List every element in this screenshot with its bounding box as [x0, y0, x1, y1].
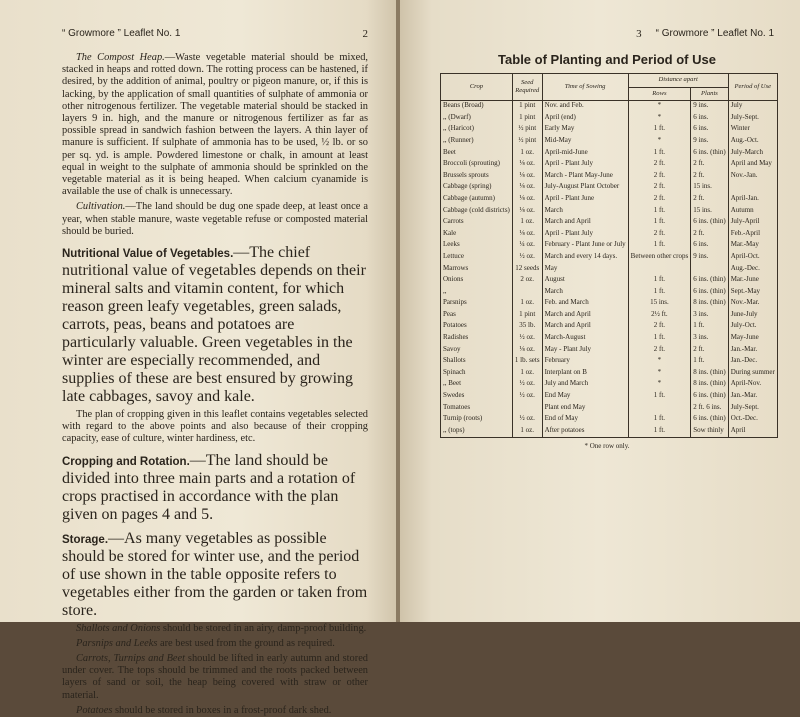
cell-time: May	[542, 264, 628, 276]
cell-plants: 3 ins.	[691, 333, 728, 345]
cell-period: April	[728, 426, 777, 438]
cell-time: March and April	[542, 321, 628, 333]
cell-time: April-mid-June	[542, 148, 628, 160]
shallots-text: should be stored in an airy, damp-proof building.	[160, 622, 367, 634]
table-row	[441, 391, 778, 403]
cell-rows: 2 ft.	[628, 345, 691, 357]
cell-period: July-March	[728, 148, 777, 160]
potatoes-heading: Potatoes	[76, 704, 113, 716]
cell-rows: *	[628, 368, 691, 380]
cell-seed: 1 oz.	[512, 368, 542, 380]
cell-crop: Marrows	[441, 264, 513, 276]
cell-time: Mid-May	[542, 136, 628, 148]
cell-plants: 2 ft.	[691, 171, 728, 183]
cell-period: Jan.-Mar.	[728, 345, 777, 357]
leaflet-title: “ Growmore ” Leaflet No. 1	[62, 28, 181, 39]
cell-crop: ,, (Dwarf)	[441, 113, 513, 125]
cell-rows: 15 ins.	[628, 298, 691, 310]
cell-seed: 1 pint	[512, 113, 542, 125]
cell-plants: 15 ins.	[691, 206, 728, 218]
table-row	[441, 240, 778, 252]
cell-rows: 1 ft.	[628, 414, 691, 426]
table-row	[441, 101, 778, 113]
cell-seed: ⅛ oz.	[512, 229, 542, 241]
cell-crop: ,,	[441, 287, 513, 299]
carrots-heading: Carrots, Turnips and Beet	[76, 653, 186, 665]
cell-time: Nov. and Feb.	[542, 101, 628, 113]
cell-period: Nov.-Mar.	[728, 298, 777, 310]
shallots-heading: Shallots and Onions	[76, 622, 161, 634]
cell-plants: Sow thinly	[691, 426, 728, 438]
cell-rows: 1 ft.	[628, 391, 691, 403]
cell-time: April - Plant July	[542, 229, 628, 241]
cell-crop: ,, Beet	[441, 379, 513, 391]
cell-plants: 2 ft.	[691, 194, 728, 206]
cell-time: March and every 14 days.	[542, 252, 628, 264]
cell-rows: 1 ft.	[628, 426, 691, 438]
cell-seed: 1 oz.	[512, 148, 542, 160]
cell-period	[728, 182, 777, 194]
cell-plants: 1 ft.	[691, 321, 728, 333]
cell-plants: 8 ins. (thin)	[691, 298, 728, 310]
cell-crop: Brussels sprouts	[441, 171, 513, 183]
cell-rows: Between other crops	[628, 252, 691, 264]
header-distance: Distance apart	[628, 74, 728, 88]
header-time: Time of Sowing	[542, 74, 628, 101]
cell-seed: ½ oz.	[512, 414, 542, 426]
cell-time: February - Plant June or July	[542, 240, 628, 252]
table-row	[441, 368, 778, 380]
cell-period: May-June	[728, 333, 777, 345]
cell-seed	[512, 287, 542, 299]
cell-period: Nov.-Jan.	[728, 171, 777, 183]
cell-time: March	[542, 287, 628, 299]
cell-plants: 2 ft.	[691, 159, 728, 171]
storage-text: —As many vegetables as possible should be stored for winter use, and the period of use shown in the table opposite refers to vegetables either from the garden or taken from store.	[62, 529, 368, 619]
table-row	[441, 206, 778, 218]
header-seed: Seed Required	[512, 74, 542, 101]
table-row	[441, 403, 778, 415]
cell-plants: 2 ft.	[691, 229, 728, 241]
cell-seed: 1 oz.	[512, 298, 542, 310]
cell-period: Aug.-Dec.	[728, 264, 777, 276]
cell-crop: Cabbage (spring)	[441, 182, 513, 194]
cultivation-heading: Cultivation.	[76, 201, 126, 213]
compost-heading: The Compost Heap.	[76, 52, 165, 63]
cell-time: July and March	[542, 379, 628, 391]
cell-plants: 9 ins.	[691, 136, 728, 148]
table-row	[441, 310, 778, 322]
table-row	[441, 264, 778, 276]
table-row	[441, 194, 778, 206]
cell-plants: 6 ins. (thin)	[691, 414, 728, 426]
cell-seed: 1 pint	[512, 101, 542, 113]
cropping-text: —The land should be divided into three main parts and a rotation of crops practised in accordance with the plan given on pages 4 and 5.	[62, 451, 356, 523]
header-plants: Plants	[691, 87, 728, 101]
cell-seed: 1 oz.	[512, 217, 542, 229]
cell-period: April-Oct.	[728, 252, 777, 264]
cell-crop: ,, (Runner)	[441, 136, 513, 148]
cell-crop: Onions	[441, 275, 513, 287]
cell-crop: Beans (Broad)	[441, 101, 513, 113]
cell-period: July-Oct.	[728, 321, 777, 333]
cell-plants: 6 ins. (thin)	[691, 148, 728, 160]
cropping-heading: Cropping and Rotation.	[62, 455, 190, 468]
cell-rows: *	[628, 379, 691, 391]
cell-plants: 6 ins.	[691, 124, 728, 136]
cell-rows: 2 ft.	[628, 159, 691, 171]
cell-rows: *	[628, 136, 691, 148]
cell-plants: 9 ins.	[691, 252, 728, 264]
table-row	[441, 426, 778, 438]
cell-period: April and May	[728, 159, 777, 171]
planting-table	[440, 73, 778, 438]
cell-crop: Broccoli (sprouting)	[441, 159, 513, 171]
cell-crop: Kale	[441, 229, 513, 241]
cell-rows: 1 ft.	[628, 148, 691, 160]
cell-plants: 8 ins. (thin)	[691, 368, 728, 380]
cell-period: Jan.-Mar.	[728, 391, 777, 403]
cell-time: March - Plant May-June	[542, 171, 628, 183]
cell-plants: 6 ins. (thin)	[691, 275, 728, 287]
cell-period: Sept.-May	[728, 287, 777, 299]
parsnips-heading: Parsnips and Leeks	[76, 637, 158, 649]
table-row	[441, 182, 778, 194]
table-row	[441, 229, 778, 241]
cell-time: March and April	[542, 217, 628, 229]
cell-seed: ½ oz.	[512, 252, 542, 264]
cell-time: Interplant on B	[542, 368, 628, 380]
footnote: * One row only.	[584, 442, 630, 451]
cell-rows: 2 ft.	[628, 321, 691, 333]
cell-rows: 1 ft.	[628, 287, 691, 299]
cell-plants: 15 ins.	[691, 182, 728, 194]
cell-period: Mar.-June	[728, 275, 777, 287]
cell-crop: Spinach	[441, 368, 513, 380]
cell-time: August	[542, 275, 628, 287]
cell-plants: 3 ins.	[691, 310, 728, 322]
cell-period: April-Nov.	[728, 379, 777, 391]
cell-period: April-Jan.	[728, 194, 777, 206]
cell-time: End of May	[542, 414, 628, 426]
compost-text: —Waste vegetable material should be mixed, stacked in heaps and rotted down. The rotting process can be hastened, if desired, by the addition of animal, poultry or pigeon manure, or, if this is lacking, by the application of small quantities of sulphate of ammonia or other nitrogenous fertilizer. The vegetable material should be stacked in layers 9 in. high, and the manure or nitrogenous fertilizer as far as possible spread in sandwich fashion between the layers. A thin layer of manure is sufficient. If sulphate of ammonia has to be used, ½ lb. or so per sq. yd. is ample. Powdered limestone or chalk, in amount at least equal in weight to the sulphate of ammonia should be sprinkled on the vegetable material as it is being heaped. When calcium cyanamide is available the use of chalk is unnecessary.	[62, 52, 368, 198]
cell-time: Plant end May	[542, 403, 628, 415]
cell-seed: ⅛ oz.	[512, 194, 542, 206]
cell-crop: ,, (Haricot)	[441, 124, 513, 136]
cell-crop: Swedes	[441, 391, 513, 403]
cell-plants: 6 ins. (thin)	[691, 217, 728, 229]
header-rows: Rows	[628, 87, 691, 101]
table-row	[441, 275, 778, 287]
table-row	[441, 148, 778, 160]
carrots-paragraph	[62, 653, 368, 702]
leaflet-title: “ Growmore ” Leaflet No. 1	[655, 28, 774, 39]
cell-time: March-August	[542, 333, 628, 345]
cell-rows: 1 ft.	[628, 275, 691, 287]
cell-rows: 2 ft.	[628, 171, 691, 183]
cell-seed: 1 lb. sets	[512, 356, 542, 368]
cell-time: Feb. and March	[542, 298, 628, 310]
potatoes-text: should be stored in boxes in a frost-proof dark shed.	[112, 704, 332, 716]
carrots-text: should be lifted in early autumn and stored under cover. The tops should be trimmed and the roots packed between layers of sand or soil, the heap being covered with straw or other material.	[62, 653, 368, 701]
cell-period: Autumn	[728, 206, 777, 218]
cell-time: April - Plant July	[542, 159, 628, 171]
cell-plants: 1 ft.	[691, 356, 728, 368]
table-title: Table of Planting and Period of Use	[498, 52, 716, 67]
table-row	[441, 113, 778, 125]
cell-seed: ½ oz.	[512, 391, 542, 403]
cell-seed: 2 oz.	[512, 275, 542, 287]
cell-crop: Potatoes	[441, 321, 513, 333]
cell-time: April - Plant June	[542, 194, 628, 206]
cell-plants: 2 ft. 6 ins.	[691, 403, 728, 415]
cell-rows: 1 ft.	[628, 206, 691, 218]
cell-plants: 6 ins. (thin)	[691, 391, 728, 403]
cell-crop: ,, (tops)	[441, 426, 513, 438]
cell-crop: Turnip (roots)	[441, 414, 513, 426]
header-period: Period of Use	[728, 74, 777, 101]
cultivation-text: —The land should be dug one spade deep, at least once a year, when stable manure, waste vegetable refuse or composted material should be buried.	[62, 201, 368, 237]
cell-plants: 8 ins. (thin)	[691, 379, 728, 391]
page-number: 2	[362, 28, 368, 40]
cultivation-paragraph	[62, 201, 368, 238]
parsnips-text: are best used from the ground as required.	[157, 637, 335, 649]
cell-time: February	[542, 356, 628, 368]
table-row	[441, 252, 778, 264]
cell-crop: Lettuce	[441, 252, 513, 264]
cell-time: End May	[542, 391, 628, 403]
storage-heading: Storage.	[62, 533, 109, 546]
cell-rows	[628, 264, 691, 276]
cell-crop: Carrots	[441, 217, 513, 229]
cell-rows: 2 ft.	[628, 229, 691, 241]
cell-rows	[628, 403, 691, 415]
cell-plants: 2 ft.	[691, 345, 728, 357]
cell-seed: ¼ oz.	[512, 240, 542, 252]
cell-time: May - Plant July	[542, 345, 628, 357]
cell-rows: 1 ft.	[628, 124, 691, 136]
table-row	[441, 136, 778, 148]
right-page	[400, 0, 800, 622]
nutrition-heading: Nutritional Value of Vegetables.	[62, 248, 234, 261]
cell-period: July	[728, 101, 777, 113]
cell-period: Mar.-May	[728, 240, 777, 252]
cell-period: July-Sept.	[728, 113, 777, 125]
shallots-paragraph	[62, 623, 368, 635]
cell-seed: 1 pint	[512, 310, 542, 322]
nutrition-text: —The chief nutritional value of vegetables depends on their mineral salts and vitamin content, for which reason green leafy vegetables, green salads, carrots, peas, beans and potatoes are particularly valuable. Green vegetables in the winter are especially recommended, and supplies of these are best ensured by growing late cabbages, savoy and kale.	[62, 244, 366, 406]
cell-period: During summer	[728, 368, 777, 380]
cell-crop: Cabbage (cold districts)	[441, 206, 513, 218]
cell-period: Jan.-Dec.	[728, 356, 777, 368]
cell-crop: Beet	[441, 148, 513, 160]
table-row	[441, 159, 778, 171]
cell-seed: ⅛ oz.	[512, 159, 542, 171]
cell-seed: ½ pint	[512, 136, 542, 148]
cell-plants: 9 ins.	[691, 101, 728, 113]
table-row	[441, 171, 778, 183]
potatoes-paragraph	[62, 705, 368, 717]
cell-seed	[512, 403, 542, 415]
table-row	[441, 379, 778, 391]
table-row	[441, 333, 778, 345]
cell-period: July-Sept.	[728, 403, 777, 415]
cell-time: April (end)	[542, 113, 628, 125]
cell-plants: 6 ins.	[691, 113, 728, 125]
cell-plants: 6 ins.	[691, 240, 728, 252]
cell-seed: ⅛ oz.	[512, 345, 542, 357]
cell-crop: Leeks	[441, 240, 513, 252]
left-running-head	[62, 28, 368, 40]
cell-rows: 1 ft.	[628, 217, 691, 229]
cell-crop: Peas	[441, 310, 513, 322]
cell-rows: *	[628, 113, 691, 125]
cell-seed: ⅛ oz.	[512, 206, 542, 218]
cell-seed: ½ oz.	[512, 379, 542, 391]
cell-time: Early May	[542, 124, 628, 136]
cell-crop: Savoy	[441, 345, 513, 357]
cell-seed: ½ oz.	[512, 333, 542, 345]
table-row	[441, 414, 778, 426]
cell-seed: 35 lb.	[512, 321, 542, 333]
cell-period: Feb.-April	[728, 229, 777, 241]
cell-time: March	[542, 206, 628, 218]
cell-crop: Tomatoes	[441, 403, 513, 415]
table-row	[441, 287, 778, 299]
cell-time: July-August Plant October	[542, 182, 628, 194]
cell-rows: *	[628, 356, 691, 368]
left-page	[0, 0, 398, 716]
cell-plants: 6 ins. (thin)	[691, 287, 728, 299]
cell-crop: Radishes	[441, 333, 513, 345]
cell-rows: 2½ ft.	[628, 310, 691, 322]
cell-seed: 12 seeds	[512, 264, 542, 276]
cell-time: March and April	[542, 310, 628, 322]
cell-crop: Cabbage (autumn)	[441, 194, 513, 206]
cell-rows: 2 ft.	[628, 194, 691, 206]
cell-seed: ⅛ oz.	[512, 182, 542, 194]
table-row	[441, 124, 778, 136]
cell-time: After potatoes	[542, 426, 628, 438]
cell-rows: *	[628, 101, 691, 113]
cell-seed: ⅛ oz.	[512, 171, 542, 183]
table-body	[441, 101, 778, 438]
cell-period: July-April	[728, 217, 777, 229]
cell-rows: 1 ft.	[628, 240, 691, 252]
cell-rows: 1 ft.	[628, 333, 691, 345]
cell-period: June-July	[728, 310, 777, 322]
cell-crop: Shallots	[441, 356, 513, 368]
cell-seed: ½ pint	[512, 124, 542, 136]
cell-crop: Parsnips	[441, 298, 513, 310]
cell-period: Winter	[728, 124, 777, 136]
table-row	[441, 345, 778, 357]
cell-rows: 2 ft.	[628, 182, 691, 194]
table-row	[441, 356, 778, 368]
cell-plants	[691, 264, 728, 276]
compost-paragraph	[62, 52, 368, 198]
nutrition-paragraph-2: The plan of cropping given in this leaflet contains vegetables selected with regard to the above points and also because of their cropping capacity, ease of culture, winter hardiness, etc.	[62, 409, 368, 445]
table-row	[441, 217, 778, 229]
table-row	[441, 298, 778, 310]
page-number: 3	[636, 28, 642, 40]
cell-period: Aug.-Oct.	[728, 136, 777, 148]
cell-seed: 1 oz.	[512, 426, 542, 438]
right-running-head	[440, 28, 774, 40]
cell-period: Oct.-Dec.	[728, 414, 777, 426]
parsnips-paragraph	[62, 638, 368, 650]
header-crop: Crop	[441, 74, 513, 101]
table-row	[441, 321, 778, 333]
